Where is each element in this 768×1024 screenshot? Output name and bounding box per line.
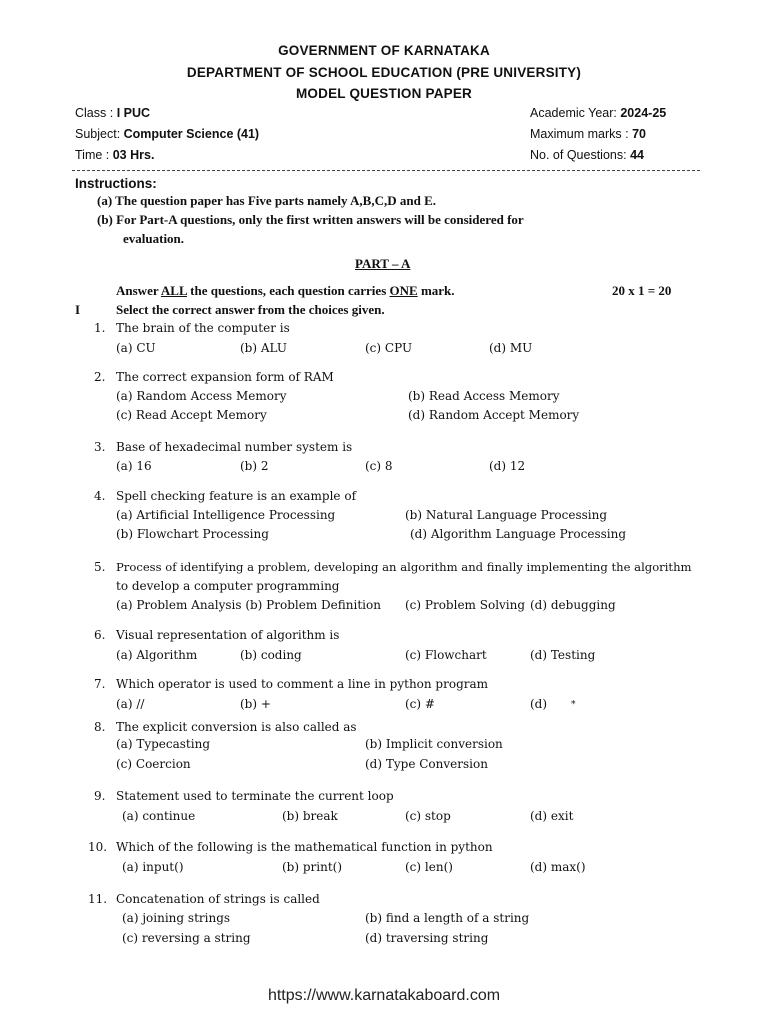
option-d: (d) [530,697,548,711]
option-c: (c) Problem Solving [405,598,526,612]
option-d: (d) Algorithm Language Processing [410,527,627,541]
option-a: (a) Typecasting [116,737,211,751]
option-b: (b) Read Access Memory [408,389,560,403]
option-a: (a) Algorithm [116,648,198,662]
option-c: (c) # [405,697,435,711]
option-b: (b) coding [240,648,302,662]
option-d: (d) exit [530,809,574,823]
question-number: 7. [94,677,106,691]
option-c: (c) reversing a string [122,931,251,945]
option-b: (b) find a length of a string [365,911,530,925]
option-d: (d) 12 [489,459,526,473]
option-d: (d) Random Accept Memory [408,408,580,422]
option-b: (b) Implicit conversion [365,737,503,751]
option-d: (d) traversing string [365,931,489,945]
question-number: 1. [94,321,106,335]
option-c: (b) Flowchart Processing [116,527,269,541]
header-government: GOVERNMENT OF KARNATAKA [278,43,490,58]
instruction-b-cont: evaluation. [123,231,185,246]
part-a-title: PART – A [355,256,411,271]
option-c: (c) Coercion [116,757,191,771]
header-department: DEPARTMENT OF SCHOOL EDUCATION (PRE UNIVERSITY) [186,65,582,80]
instruction-a: (a) The question paper has Five parts namely A,B,C,D and E. [97,193,437,208]
section-instruction: Select the correct answer from the choices given. [116,302,385,317]
option-a: (a) // [116,697,145,711]
option-a: (a) 16 [116,459,152,473]
option-a: (a) input() [122,860,184,874]
option-c: (c) CPU [365,341,413,355]
question-number: 4. [94,489,106,503]
option-d: (d) MU [489,341,533,355]
question-text-cont: to develop a computer programming [116,579,340,593]
footer-website-link[interactable]: https://www.karnatakaboard.com [267,987,501,1004]
question-number: 9. [94,789,106,803]
section-roman-numeral: I [75,302,81,317]
question-text: Which of the following is the mathematical function in python [116,840,493,854]
option-c: (c) stop [405,809,451,823]
question-number: 3. [94,440,106,454]
question-number: 10. [88,840,108,854]
part-a-marks: 20 x 1 = 20 [612,283,672,298]
option-d-symbol: * [571,700,576,710]
option-c: (c) len() [405,860,453,874]
option-d: (d) Testing [530,648,596,662]
option-c: (c) Flowchart [405,648,487,662]
question-text: The correct expansion form of RAM [116,370,334,384]
question-number: 8. [94,720,106,734]
meta-max-marks: Maximum marks : 70 [530,127,646,141]
question-text: The explicit conversion is also called as [116,720,357,734]
option-b: (b) break [282,809,338,823]
question-number: 5. [94,560,106,574]
meta-academic-year: Academic Year: 2024-25 [530,106,667,120]
option-b: (b) Natural Language Processing [405,508,608,522]
meta-subject: Subject: Computer Science (41) [75,127,260,141]
instruction-b: (b) For Part-A questions, only the first written answers will be considered for [97,212,524,227]
option-b: (b) print() [282,860,343,874]
option-a: (a) Artificial Intelligence Processing [116,508,336,522]
question-text: Process of identifying a problem, developing an algorithm and finally implementing the algorithm [116,560,692,574]
option-d: (d) Type Conversion [365,757,488,771]
question-text: Statement used to terminate the current loop [116,789,394,803]
option-b: (b) ALU [240,341,287,355]
option-a: (a) joining strings [122,911,231,925]
option-a: (a) continue [122,809,196,823]
option-d: (d) max() [530,860,586,874]
option-d: (d) debugging [530,598,616,612]
question-text: Concatenation of strings is called [116,892,320,906]
part-a-answer-instruction: Answer ALL the questions, each question carries ONE mark. [116,283,455,298]
question-text: Spell checking feature is an example of [116,489,357,503]
option-c: (c) 8 [365,459,393,473]
question-number: 11. [88,892,108,906]
option-a-b: (a) Problem Analysis (b) Problem Definition [116,598,381,612]
question-text: Which operator is used to comment a line in python program [116,677,489,691]
option-a: (a) CU [116,341,156,355]
meta-time: Time : 03 Hrs. [75,148,155,162]
question-text: The brain of the computer is [116,321,290,335]
question-number: 2. [94,370,106,384]
option-b: (b) 2 [240,459,269,473]
instructions-title: Instructions: [75,176,157,191]
meta-num-questions: No. of Questions: 44 [530,148,644,162]
question-text: Visual representation of algorithm is [116,628,340,642]
header-divider [72,170,700,171]
question-text: Base of hexadecimal number system is [116,440,353,454]
header-paper-title: MODEL QUESTION PAPER [295,86,473,101]
meta-class: Class : I PUC [75,106,151,120]
option-b: (b) + [240,697,271,711]
question-number: 6. [94,628,106,642]
option-a: (a) Random Access Memory [116,389,287,403]
option-c: (c) Read Accept Memory [116,408,267,422]
